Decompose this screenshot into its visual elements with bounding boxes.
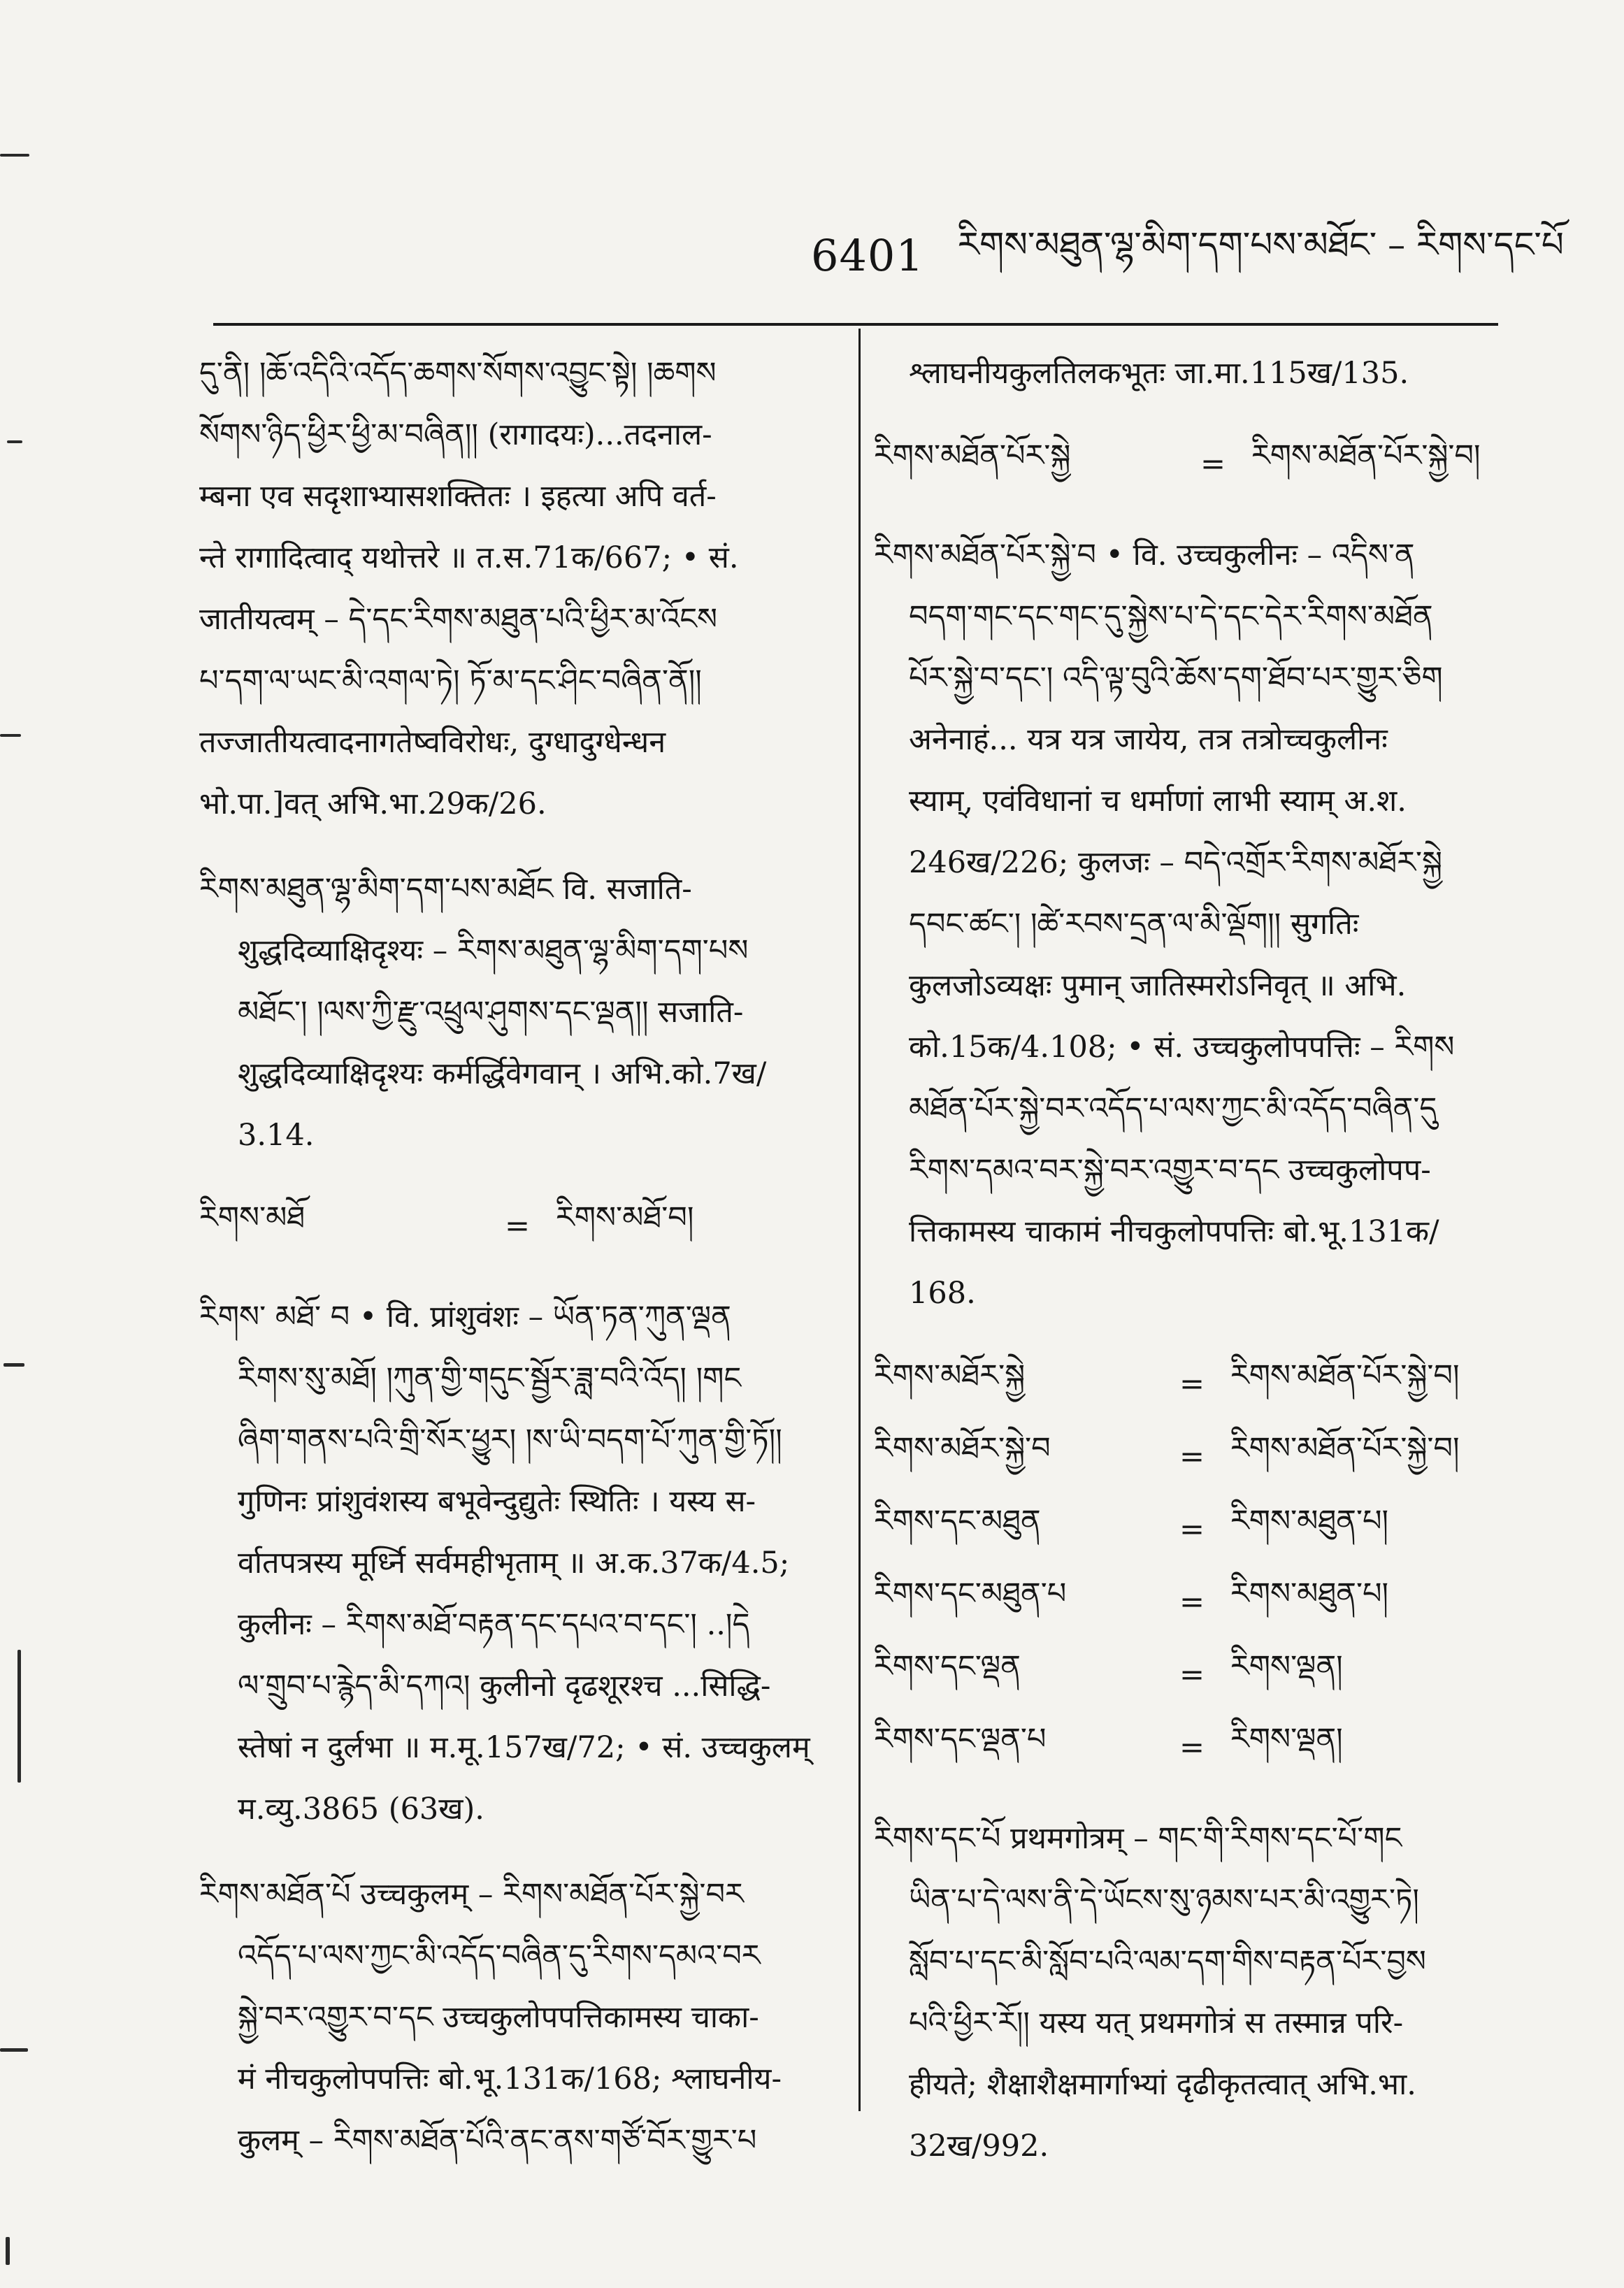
dictionary-entry (199, 1864, 828, 2171)
entry-line: मं नीचकुलोपपत्तिः बो.भू.131क/168; श्लाघनीय- (238, 2062, 782, 2096)
entry-line: བདག་གང་དང་གང་དུ་སྐྱེས་པ་དེ་དང་དེར་རིགས་མཐོན (909, 599, 1433, 634)
right-column (874, 343, 1500, 2201)
xref-target: རིགས་ལྡན། (1230, 1721, 1343, 1757)
entry-line: 168. (909, 1276, 976, 1311)
entry-line: དུ་ནི། །ཆོ་འདིའི་འདོད་ཆགས་སོགས་འབྱུང་སྟེ། །ཆགས (199, 356, 717, 391)
entry-continuation (199, 343, 828, 835)
entry-line: དབང་ཚང་། །ཚེ་རབས་དྲན་ལ་མི་ལྡོག།། सुगतिः (909, 907, 1359, 942)
cross-reference (874, 428, 1500, 501)
entry-headline: རིགས་ མཐོ་ བ • वि. प्रांशुवंशः – ཡོན་ཏན་ཀུན་ལྡན (199, 1300, 731, 1334)
xref-target: རིགས་མཐོན་པོར་སྐྱེ་བ། (1230, 1430, 1460, 1466)
cross-reference-list (874, 1348, 1500, 1784)
dictionary-entry (199, 858, 828, 1166)
xref-equals: = (1179, 1367, 1205, 1402)
entry-line: རིགས་སུ་མཐོ། །ཀུན་གྱི་གདུང་སྦྱོར་ཟླ་བའི་འོད། །གང (238, 1361, 742, 1396)
entry-line: 32ख/992. (909, 2129, 1049, 2164)
entry-line: 3.14. (238, 1118, 315, 1153)
entry-line: སོགས་ཉིད་ཕྱིར་ཕྱི་མ་བཞིན།། (रागादयः)...तदनाल- (199, 417, 712, 452)
entry-line: तज्जातीयत्वादनागतेष्वविरोधः, दुग्धादुग्धेन्धन (199, 725, 666, 760)
xref-equals: = (1179, 1512, 1205, 1547)
left-column (199, 343, 828, 2195)
entry-line: སློབ་པ་དང་མི་སློབ་པའི་ལམ་དག་གིས་བརྟན་པོར་བྱས (909, 1944, 1426, 1979)
entry-line: म.व्यु.3865 (63ख). (238, 1792, 484, 1827)
entry-line: པོར་སྐྱེ་བ་དང་། འདི་ལྟ་བུའི་ཆོས་དག་ཐོབ་པར་གྱུར་ཅིག (909, 661, 1443, 696)
entry-line: པ་དག་ལ་ཡང་མི་འགལ་ཏེ། ཏོ་མ་དང་ཤིང་བཞིན་ནོ།། (199, 663, 702, 698)
entry-line: པའི་ཕྱིར་རོ།། यस्य यत् प्रथमगोत्रं स तस्मान्न परि- (909, 2006, 1404, 2041)
entry-headline: རིགས་དང་པོ प्रथमगोत्रम् – གང་གི་རིགས་དང་པོ་གང (874, 1821, 1402, 1856)
entry-line: कुलजोऽव्यक्षः पुमान् जातिस्मरोऽनिवृत् ॥ अभि. (909, 968, 1407, 1003)
dictionary-entry (874, 1808, 1500, 2177)
entry-line: स्तेषां न दुर्लभा ॥ म.मू.157ख/72; • सं. उच्चकुलम् (238, 1730, 810, 1765)
entry-line: མཐོང་། །ལས་ཀྱི་རྫུ་འཕྲུལ་ཤུགས་དང་ལྡན།། सजाति- (238, 995, 744, 1030)
xref-equals: = (1179, 1730, 1205, 1765)
xref-target: རིགས་མཐོན་པོར་སྐྱེ་བ། (1230, 1358, 1460, 1393)
entry-headline: རིགས་མཐོན་པོ उच्चकुलम् – རིགས་མཐོན་པོར་སྐྱེ་བར (199, 1877, 744, 1912)
xref-target: རིགས་མཐོན་པོར་སྐྱེ་བ། (1251, 438, 1481, 473)
entry-line: भो.पा.]वत् अभि.भा.29क/26. (199, 786, 547, 821)
scan-margin-mark (3, 1363, 24, 1367)
entry-continuation (874, 343, 1500, 404)
entry-line: गुणिनः प्रांशुवंशस्य बभूवेन्दुद्युतेः स्थितिः । यस्य स- (238, 1484, 756, 1519)
entry-line: हीयते; शैक्षाशैक्षमार्गाभ्यां दृढीकृतत्वात् अभि.भा. (909, 2067, 1416, 2102)
page-header (811, 217, 1564, 294)
cross-reference (199, 1190, 828, 1262)
entry-line: 246ख/226; कुलजः – བདེ་འགྲོར་རིགས་མཐོར་སྐྱེ (909, 845, 1443, 880)
entry-line: कुलीनः – རིགས་མཐོ་བརྟན་དང་དཔའ་བ་དང་། ..།དེ (238, 1607, 750, 1642)
entry-line: कुलम् – རིགས་མཐོན་པོའི་ནང་ནས་གཙོ་བོར་གྱུར་པ (238, 2123, 757, 2158)
xref-equals: = (504, 1209, 531, 1244)
xref-target: རིགས་མཐུན་པ། (1230, 1503, 1389, 1539)
xref-equals: = (1179, 1585, 1205, 1620)
entry-headline: རིགས་མཐུན་ལྷ་མིག་དག་པས་མཐོང वि. सजाति- (199, 872, 692, 907)
scan-margin-mark (0, 734, 21, 737)
xref-headword: རིགས་དང་ལྡན (874, 1648, 1021, 1684)
cross-reference (874, 1566, 1500, 1639)
running-head: རིགས་མཐུན་ལྷ་མིག་དག་པས་མཐོང་ – རིགས་དང་པོ (957, 224, 1564, 265)
xref-equals: = (1200, 447, 1226, 482)
xref-headword: རིགས་མཐོན་པོར་སྐྱེ (874, 438, 1071, 473)
entry-line: को.15क/4.108; • सं. उच्चकुलोपपत्तिः – རིགས (909, 1030, 1455, 1065)
xref-headword: རིགས་མཐོར་སྐྱེ (874, 1358, 1026, 1393)
entry-line: म्बना एव सदृशाभ्यासशक्तितः । इहत्या अपि वर्त- (199, 479, 717, 514)
page-number: 6401 (811, 229, 924, 281)
xref-target: རིགས་ལྡན། (1230, 1648, 1343, 1684)
entry-headline: རིགས་མཐོན་པོར་སྐྱེ་བ • वि. उच्चकुलीनः – འདིས་ན (874, 538, 1415, 573)
cross-reference (874, 1639, 1500, 1711)
entry-line: श्लाघनीयकुलतिलकभूतः जा.मा.115ख/135. (909, 356, 1409, 391)
xref-headword: རིགས་མཐོར་སྐྱེ་བ (874, 1430, 1051, 1466)
xref-headword: རིགས་དང་ལྡན་པ (874, 1721, 1047, 1757)
cross-reference (874, 1348, 1500, 1420)
scan-margin-mark (7, 440, 22, 443)
xref-equals: = (1179, 1657, 1205, 1692)
scan-margin-mark (0, 2048, 28, 2052)
entry-line: ཞིག་གནས་པའི་གྲི་སོར་ཕྱུར། །ས་ཡི་བདག་པོ་ཀུན་གྱི་ཏོ།། (238, 1423, 782, 1458)
entry-line: जातीयत्वम् – དེ་དང་རིགས་མཐུན་པའི་ཕྱིར་མ་འོངས (199, 602, 718, 637)
entry-line: स्याम्, एवंविधानां च धर्माणां लाभी स्याम् अ.श. (909, 784, 1407, 819)
xref-target: རིགས་མཐུན་པ། (1230, 1576, 1389, 1611)
entry-line: སྐྱེ་བར་འགྱུར་བ་དང उच्चकुलोपपत्तिकामस्य चाका- (238, 2000, 759, 2035)
scan-margin-mark (6, 2237, 10, 2265)
cross-reference (874, 1711, 1500, 1784)
xref-equals: = (1179, 1439, 1205, 1474)
entry-line: त्तिकामस्य चाकामं नीचकुलोपपत्तिः बो.भू.131क/ (909, 1214, 1439, 1249)
entry-line: शुद्धदिव्याक्षिदृश्यः – རིགས་མཐུན་ལྷ་མིག་དག་པས (238, 933, 749, 968)
dictionary-entry (199, 1286, 828, 1840)
xref-headword: རིགས་དང་མཐུན་པ (874, 1576, 1067, 1611)
xref-headword: རིགས་དང་མཐུན (874, 1503, 1041, 1539)
dictionary-entry (874, 524, 1500, 1324)
entry-line: न्ते रागादित्वाद् यथोत्तरे ॥ त.स.71क/667; • सं. (199, 540, 739, 575)
entry-line: शुद्धदिव्याक्षिदृश्यः कर्मर्द्धिवेगवान् । अभि.को.7ख/ (238, 1056, 767, 1091)
scan-margin-mark (17, 1650, 21, 1783)
entry-line: ལ་གྲུབ་པ་རྙེད་མི་དཀའ། कुलीनो दृढशूरश्च ...सिद्धि- (238, 1669, 771, 1704)
entry-line: र्वातपत्रस्य मूर्ध्नि सर्वमहीभृताम् ॥ अ.क.37क/4.5; (238, 1546, 790, 1581)
xref-target: རིགས་མཐོ་བ། (556, 1200, 694, 1235)
entry-line: འདོད་པ་ལས་ཀྱང་མི་འདོད་བཞིན་དུ་རིགས་དམའ་བར (238, 1938, 761, 1973)
entry-line: རིགས་དམའ་བར་སྐྱེ་བར་འགྱུར་བ་དང उच्चकुलोपप- (909, 1153, 1431, 1188)
entry-line: ཡིན་པ་དེ་ལས་ནི་དེ་ཡོངས་སུ་ཉམས་པར་མི་འགྱུར་ཏེ། (909, 1883, 1419, 1918)
header-rule (213, 323, 1498, 326)
entry-line: མཐོན་པོར་སྐྱེ་བར་འདོད་པ་ལས་ཀྱང་མི་འདོད་བཞིན་དུ (909, 1091, 1437, 1126)
cross-reference (874, 1493, 1500, 1566)
entry-line: अनेनाहं... यत्र यत्र जायेय, तत्र तत्रोच्चकुलीनः (909, 722, 1388, 757)
cross-reference (874, 1420, 1500, 1493)
xref-headword: རིགས་མཐོ (199, 1200, 306, 1235)
scan-margin-mark (0, 154, 29, 157)
column-divider (858, 329, 861, 2111)
